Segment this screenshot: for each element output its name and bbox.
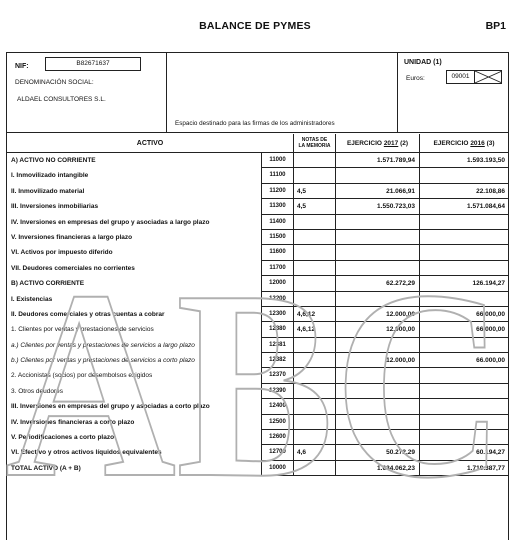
row-ejercicio-2016[interactable] (419, 338, 508, 353)
row-ejercicio-2017[interactable]: 12.000,00 (335, 322, 419, 337)
row-notas[interactable] (293, 399, 335, 414)
row-code: 11400 (261, 215, 293, 230)
row-label: V. Periodificaciones a corto plazo (11, 434, 115, 442)
row-label: II. Inmovilizado material (11, 187, 85, 195)
row-label: V. Inversiones financieras a largo plazo (11, 233, 133, 241)
column-e1-prefix: EJERCICIO (346, 140, 382, 147)
row-notas[interactable]: 4,6,12 (293, 322, 335, 337)
column-e1-year: 2017 (383, 140, 399, 147)
column-e2-prefix: EJERCICIO (433, 140, 469, 147)
column-e2-year: 2016 (470, 140, 485, 147)
row-notas[interactable] (293, 384, 335, 399)
row-notas[interactable] (293, 261, 335, 276)
unidad-section (397, 53, 508, 133)
table-row (7, 215, 508, 230)
row-ejercicio-2017[interactable] (335, 430, 419, 445)
row-notas[interactable] (293, 461, 335, 476)
table-row (7, 199, 508, 214)
form-header (7, 53, 508, 133)
table-row (7, 461, 508, 476)
row-ejercicio-2017[interactable]: 21.066,91 (335, 184, 419, 199)
row-ejercicio-2016[interactable] (419, 215, 508, 230)
column-notas-line1: NOTAS DE (301, 137, 328, 143)
table-row (7, 445, 508, 460)
row-code: 12700 (261, 445, 293, 460)
row-ejercicio-2016[interactable]: 22.108,86 (419, 184, 508, 199)
row-notas[interactable]: 4,5 (293, 184, 335, 199)
row-ejercicio-2016[interactable]: 66.000,00 (419, 322, 508, 337)
table-row (7, 322, 508, 337)
row-code: 11700 (261, 261, 293, 276)
table-row (7, 307, 508, 322)
column-notas (293, 134, 335, 153)
row-notas[interactable] (293, 215, 335, 230)
row-ejercicio-2016[interactable]: 66.000,00 (419, 353, 508, 368)
table-row (7, 276, 508, 291)
unidad-label: UNIDAD (1) (404, 59, 442, 66)
row-ejercicio-2016[interactable]: 60.194,27 (419, 445, 508, 460)
row-ejercicio-2017[interactable]: 12.000,00 (335, 353, 419, 368)
row-code: 12500 (261, 415, 293, 430)
denominacion-label: DENOMINACIÓN SOCIAL: (15, 79, 94, 86)
row-ejercicio-2017[interactable]: 62.272,29 (335, 276, 419, 291)
table-row (7, 430, 508, 445)
row-label: II. Deudores comerciales y otras cuentas a cobrar (11, 310, 165, 318)
row-label: III. Inversiones en empresas del grupo y asociadas a corto plazo (11, 403, 210, 411)
row-label: 3. Otros deudores (11, 387, 64, 395)
column-notas-line2: LA MEMORIA (298, 142, 331, 149)
row-label: IV. Inversiones financieras a corto plazo (11, 418, 135, 426)
row-ejercicio-2017[interactable] (335, 261, 419, 276)
row-code: 12000 (261, 276, 293, 291)
row-ejercicio-2017[interactable] (335, 415, 419, 430)
row-notas[interactable]: 4,5 (293, 199, 335, 214)
page-title: BALANCE DE PYMES (199, 20, 311, 32)
row-ejercicio-2016[interactable] (419, 292, 508, 307)
column-e2-suffix: (3) (486, 140, 495, 147)
row-ejercicio-2016[interactable]: 126.194,27 (419, 276, 508, 291)
row-notas[interactable] (293, 168, 335, 183)
row-notas[interactable]: 4,6,12 (293, 307, 335, 322)
row-notas[interactable] (293, 353, 335, 368)
row-code: 12380 (261, 322, 293, 337)
row-label: a.) Clientes por ventas y prestaciones de servicios a largo plazo (11, 341, 195, 349)
column-ejercicio-2017 (335, 134, 419, 153)
row-label: VII. Deudores comerciales no corrientes (11, 264, 135, 272)
euros-field[interactable] (446, 70, 502, 84)
row-label: B) ACTIVO CORRIENTE (11, 280, 85, 288)
row-label: VI. Activos por impuesto diferido (11, 249, 113, 257)
row-ejercicio-2016[interactable] (419, 415, 508, 430)
row-notas[interactable] (293, 230, 335, 245)
row-label: 1. Clientes por ventas y prestaciones de servicios (11, 326, 154, 334)
row-ejercicio-2017[interactable] (335, 230, 419, 245)
balance-form (6, 52, 509, 540)
row-code: 10000 (261, 461, 293, 476)
row-notas[interactable] (293, 338, 335, 353)
row-code: 12381 (261, 338, 293, 353)
row-code: 12600 (261, 430, 293, 445)
row-label: I. Inmovilizado intangible (11, 172, 89, 180)
row-code: 12382 (261, 353, 293, 368)
row-notas[interactable] (293, 153, 335, 168)
crossed-box-icon (474, 71, 501, 83)
nif-label: NIF: (15, 63, 29, 70)
row-code: 12400 (261, 399, 293, 414)
row-notas[interactable] (293, 276, 335, 291)
row-ejercicio-2016[interactable] (419, 261, 508, 276)
row-ejercicio-2016[interactable] (419, 168, 508, 183)
table-row (7, 261, 508, 276)
row-ejercicio-2017[interactable]: 12.000,00 (335, 307, 419, 322)
table-row (7, 368, 508, 383)
row-label: I. Existencias (11, 295, 53, 303)
row-ejercicio-2016[interactable]: 1.719.387,77 (419, 461, 508, 476)
row-code: 12300 (261, 307, 293, 322)
row-ejercicio-2017[interactable] (335, 368, 419, 383)
row-ejercicio-2017[interactable]: 1.571.789,94 (335, 153, 419, 168)
signature-area-label: Espacio destinado para las firmas de los administradores (175, 120, 335, 127)
denominacion-value[interactable]: ALDAEL CONSULTORES S.L. (17, 96, 106, 103)
row-ejercicio-2016[interactable]: 1.571.084,64 (419, 199, 508, 214)
row-code: 11500 (261, 230, 293, 245)
row-code: 12200 (261, 292, 293, 307)
row-ejercicio-2017[interactable]: 1.550.723,03 (335, 199, 419, 214)
row-ejercicio-2017[interactable] (335, 215, 419, 230)
row-notas[interactable] (293, 368, 335, 383)
row-label: VI. Efectivo y otros activos líquidos equivalentes (11, 449, 162, 457)
table-header (7, 134, 508, 153)
row-ejercicio-2017[interactable] (335, 168, 419, 183)
form-code: BP1 (485, 20, 506, 32)
row-notas[interactable] (293, 430, 335, 445)
row-code: 12390 (261, 384, 293, 399)
row-label: IV. Inversiones en empresas del grupo y asociadas a largo plazo (11, 218, 210, 226)
table-row (7, 292, 508, 307)
row-label: b.) Clientes por ventas y prestaciones de servicios a corto plazo (11, 357, 195, 365)
row-label: TOTAL ACTIVO (A + B) (11, 464, 81, 472)
row-ejercicio-2016[interactable] (419, 230, 508, 245)
table-row (7, 245, 508, 260)
row-ejercicio-2017[interactable] (335, 292, 419, 307)
table-row (7, 399, 508, 414)
column-activo: ACTIVO (136, 140, 164, 147)
company-identification (7, 53, 167, 133)
column-e1-suffix: (2) (400, 140, 409, 147)
nif-field[interactable]: B82671637 (45, 57, 141, 71)
row-code: 11000 (261, 153, 293, 168)
balance-rows (7, 153, 508, 476)
table-row (7, 184, 508, 199)
table-row (7, 415, 508, 430)
column-ejercicio-2016 (419, 134, 508, 153)
table-row (7, 338, 508, 353)
row-notas[interactable]: 4,6 (293, 445, 335, 460)
table-row (7, 153, 508, 168)
row-code: 11100 (261, 168, 293, 183)
row-ejercicio-2016[interactable]: 1.593.193,50 (419, 153, 508, 168)
row-label: 2. Accionistas (socios) por desembolsos exigidos (11, 372, 153, 380)
row-label: A) ACTIVO NO CORRIENTE (11, 157, 96, 164)
euros-code: 09001 (451, 73, 470, 80)
row-notas[interactable] (293, 292, 335, 307)
table-row (7, 168, 508, 183)
row-label: III. Inversiones inmobiliarias (11, 203, 99, 211)
row-ejercicio-2016[interactable] (419, 430, 508, 445)
watermark-text: ABC (5, 270, 505, 500)
row-ejercicio-2017[interactable] (335, 245, 419, 260)
row-code: 11300 (261, 199, 293, 214)
table-row (7, 353, 508, 368)
row-notas[interactable] (293, 415, 335, 430)
row-ejercicio-2017[interactable]: 50.272,29 (335, 445, 419, 460)
row-code: 12370 (261, 368, 293, 383)
euros-label: Euros: (406, 75, 425, 82)
row-code: 11200 (261, 184, 293, 199)
row-ejercicio-2016[interactable] (419, 368, 508, 383)
table-row (7, 384, 508, 399)
row-ejercicio-2016[interactable] (419, 245, 508, 260)
row-ejercicio-2017[interactable]: 1.634.062,23 (335, 461, 419, 476)
row-code: 11600 (261, 245, 293, 260)
row-notas[interactable] (293, 245, 335, 260)
row-ejercicio-2016[interactable] (419, 384, 508, 399)
row-ejercicio-2016[interactable]: 66.000,00 (419, 307, 508, 322)
row-ejercicio-2016[interactable] (419, 399, 508, 414)
row-ejercicio-2017[interactable] (335, 338, 419, 353)
row-ejercicio-2017[interactable] (335, 384, 419, 399)
table-row (7, 230, 508, 245)
row-ejercicio-2017[interactable] (335, 399, 419, 414)
